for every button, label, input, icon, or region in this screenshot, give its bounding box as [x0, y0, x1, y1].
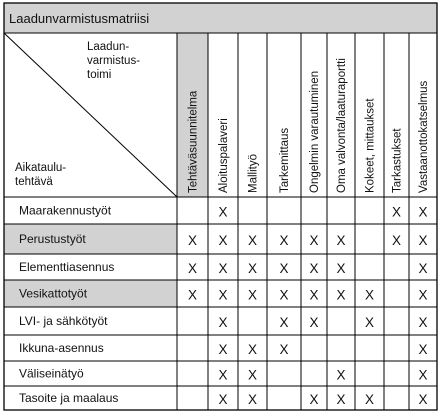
corner-bottom-label: tehtävä: [15, 176, 53, 188]
check-mark: X: [418, 261, 428, 276]
check-mark: X: [309, 287, 319, 303]
check-mark: X: [309, 261, 319, 276]
row-label: Elementtiasennus: [19, 260, 115, 274]
check-mark: X: [364, 315, 375, 330]
column-header: Oma valvonta/laaturaportti: [336, 58, 348, 193]
corner-top-label: varmistus-: [87, 55, 141, 67]
corner-top-label: toimi: [87, 69, 112, 81]
check-mark: X: [218, 315, 228, 330]
check-mark: X: [418, 315, 428, 330]
row-label: LVI- ja sähkötyöt: [19, 314, 108, 328]
column-header: Tarkastukset: [391, 128, 404, 193]
column-header: Tehtäväsuunnitelma: [187, 90, 200, 193]
check-mark: X: [336, 233, 346, 248]
check-mark: X: [279, 315, 289, 330]
check-mark: X: [218, 261, 228, 276]
check-mark: X: [418, 342, 428, 357]
check-mark: X: [309, 315, 319, 330]
check-mark: X: [247, 392, 258, 407]
check-mark: X: [364, 287, 375, 303]
row-label: Vesikattotyöt: [19, 286, 88, 301]
check-mark: X: [218, 342, 228, 357]
check-mark: X: [418, 233, 428, 248]
check-mark: X: [247, 342, 258, 357]
column-header: Mallityö: [247, 154, 260, 193]
check-mark: X: [279, 261, 289, 276]
check-mark: X: [418, 287, 428, 303]
corner-top-label: Laadun-: [87, 41, 130, 53]
check-mark: X: [336, 287, 346, 303]
check-mark: X: [364, 392, 375, 407]
row-label: Tasoite ja maalaus: [19, 391, 119, 405]
check-mark: X: [309, 233, 319, 248]
check-mark: X: [279, 342, 289, 357]
check-mark: X: [336, 367, 346, 383]
check-mark: X: [218, 233, 228, 248]
check-mark: X: [218, 287, 228, 303]
check-mark: X: [391, 233, 402, 248]
check-mark: X: [336, 261, 346, 276]
check-mark: X: [279, 287, 289, 303]
check-mark: X: [187, 261, 198, 276]
column-header: Aloituspalaveri: [218, 118, 230, 193]
corner-bottom-label: Aikataulu-: [15, 162, 67, 174]
check-mark: X: [247, 233, 258, 248]
check-mark: X: [187, 233, 198, 248]
check-mark: X: [247, 367, 258, 383]
row-label: Ikkuna-asennus: [19, 341, 104, 355]
check-mark: X: [418, 204, 428, 220]
check-mark: X: [309, 392, 319, 407]
check-mark: X: [218, 392, 228, 407]
column-header: Vastaanottokatselmus: [418, 80, 430, 193]
check-mark: X: [279, 233, 289, 248]
check-mark: X: [336, 392, 346, 407]
check-mark: X: [247, 261, 258, 276]
column-header: Ongelmin varautuminen: [309, 70, 321, 193]
check-mark: X: [391, 204, 402, 220]
check-mark: X: [418, 367, 428, 383]
row-label: Väliseinätyö: [19, 366, 84, 381]
column-header: Tarkemittaus: [279, 127, 291, 193]
row-label: Maarakennustyöt: [19, 203, 112, 218]
check-mark: X: [187, 287, 198, 303]
row-label: Perustustyöt: [19, 232, 86, 246]
check-mark: X: [218, 367, 228, 383]
check-mark: X: [418, 392, 428, 407]
check-mark: X: [218, 204, 228, 220]
column-header: Kokeet, mittaukset: [364, 98, 377, 193]
matrix-title: Laadunvarmistusmatriisi: [9, 11, 150, 26]
check-mark: X: [247, 287, 258, 303]
